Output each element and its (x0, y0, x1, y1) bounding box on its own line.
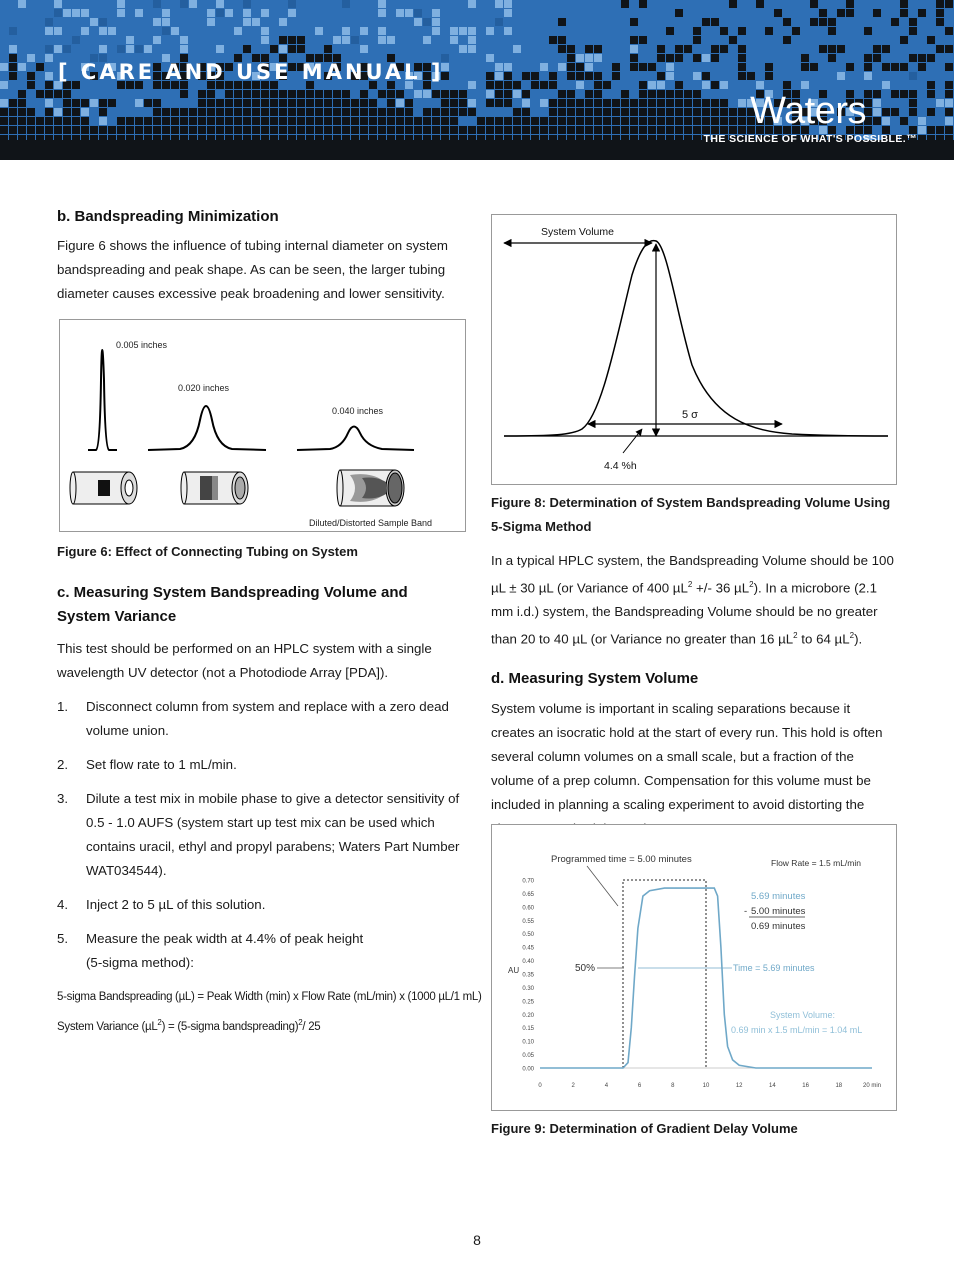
step-item (57, 695, 465, 743)
x-tick-label: 14 (769, 1083, 776, 1089)
step-number: 5. (57, 931, 69, 946)
time-label: Time = 5.69 minutes (733, 963, 815, 973)
x-tick-label: 10 (702, 1083, 710, 1089)
y-tick-label: 0.40 (522, 959, 534, 966)
flow-rate-label: Flow Rate = 1.5 mL/min (771, 858, 861, 868)
figure9-caption: Figure 9: Determination of Gradient Delay Volume (491, 1121, 798, 1136)
section-d-body: System volume is important in scaling separations because it creates an isocratic hold at the start of every run. This hold is often several column volumes on a small scale, but a fraction of the volume of a prep column. Compensation for this volume must be included in planning a scaling experiment to avoid distorting the (491, 700, 883, 812)
programmed-pointer (587, 866, 618, 906)
step-text: Set flow rate to 1 mL/min. (86, 757, 237, 772)
label-040: 0.040 inches (332, 406, 384, 416)
x-tick-label: 12 (735, 1083, 743, 1089)
figure6 (59, 319, 466, 532)
y-tick-label: 0.50 (522, 932, 534, 939)
figure9 (491, 824, 897, 1111)
calc-line1: 5.69 minutes (751, 891, 806, 902)
five-sigma-label: 5 σ (682, 409, 698, 421)
y-tick-label: 0.10 (522, 1039, 534, 1046)
tube-large (337, 470, 404, 506)
figure8-drawing (492, 215, 896, 484)
step-number: 3. (57, 791, 69, 806)
section-c-intro: This test should be performed on an HPLC system with a single wavelength UV detector (not a Photodiode Array [PDA]). (57, 641, 432, 680)
band-label: Diluted/Distorted Sample Band (309, 518, 433, 528)
section-b-heading: b. Bandspreading Minimization (57, 208, 279, 225)
medium-peak (148, 406, 266, 450)
para-sup: 2 (793, 631, 798, 641)
figure9-chart (492, 825, 896, 1110)
y-tick-label: 0.35 (522, 972, 534, 979)
pct-height-label: 4.4 %h (604, 460, 637, 472)
chart-ticks (522, 879, 881, 1090)
calc-line2: 5.00 minutes (751, 906, 806, 917)
y-tick-label: 0.20 (522, 1012, 534, 1019)
y-tick-label: 0.15 (522, 1026, 534, 1033)
formula-variance (57, 1010, 465, 1040)
figure6-drawing (60, 320, 465, 531)
broad-peak (297, 427, 414, 451)
formula-sup: 2 (298, 1018, 303, 1027)
para-sup: 2 (749, 580, 754, 589)
formula-sup: 2 (157, 1018, 162, 1027)
y-tick-label: 0.45 (522, 945, 534, 952)
step-text: Dilute a test mix in mobile phase to give a detector sensitivity of 0.5 - 1.0 AUFS (system start up test mix can be used which contains uracil, ethyl and propyl parabens; Waters Part Number WAT034544). (86, 791, 460, 878)
para-text: to 64 µL (797, 631, 850, 647)
x-tick-label: 2 (571, 1083, 575, 1089)
step-item (57, 753, 465, 777)
formula-variance-post: / 25 (302, 1020, 321, 1033)
page-number: 8 (473, 1232, 481, 1248)
x-tick-label: 16 (802, 1083, 809, 1089)
section-d-heading: d. Measuring System Volume (491, 669, 699, 687)
calc-line3: 0.69 minutes (751, 921, 806, 932)
para-text: In a typical HPLC system, the Bandspreading Volume should be 100 µL ± 30 µL (or Variance of 400 µL (491, 553, 894, 596)
step-item (57, 927, 465, 975)
section-b-body: Figure 6 shows the influence of tubing internal diameter on system bandspreading and peak shape. As can be seen, the larger tubing diameter causes excessive peak broadening and lower sensitivity. (57, 238, 448, 301)
step-text: Measure the peak width at 4.4% of peak height (5-sigma method): (86, 931, 364, 970)
label-020: 0.020 inches (178, 383, 230, 393)
sysvol-line1: System Volume: (770, 1010, 836, 1020)
x-tick-label: 18 (835, 1083, 843, 1089)
gaussian-peak (504, 241, 888, 436)
header-banner (0, 0, 954, 160)
section-c (57, 581, 482, 1040)
x-tick-label: 20 min (862, 1083, 882, 1089)
manual-title: [ CARE AND USE MANUAL ] (58, 60, 444, 84)
step-text: Inject 2 to 5 µL of this solution. (86, 897, 266, 912)
step-number: 2. (57, 757, 69, 772)
y-axis-label: AU (508, 966, 520, 975)
step-number: 4. (57, 897, 69, 912)
y-tick-label: 0.05 (522, 1053, 534, 1060)
y-tick-label: 0.70 (522, 878, 534, 885)
pct-pointer (623, 429, 642, 453)
right-column-text (491, 549, 897, 841)
y-tick-label: 0.25 (522, 999, 534, 1006)
calc-minus: - (744, 906, 748, 917)
system-volume-label: System Volume (541, 226, 614, 238)
hplc-paragraph (491, 549, 897, 652)
brand-tagline: THE SCIENCE OF WHAT'S POSSIBLE.™ (703, 133, 917, 145)
formula-bandspreading: 5-sigma Bandspreading (µL) = Peak Width (min) x Flow Rate (mL/min) x (1000 µL/1 mL) (57, 991, 482, 1003)
narrow-peak (88, 350, 117, 450)
label-005: 0.005 inches (116, 340, 168, 350)
tube-small (70, 472, 137, 504)
y-tick-label: 0.00 (522, 1066, 534, 1073)
y-tick-label: 0.65 (522, 891, 534, 898)
step-item (57, 893, 465, 917)
para-text: ). In a microbore (2.1 mm i.d.) system, the Bandspreading Volume should be no greater than 20 to 40 µL (or Variance no greater than 16 µL (491, 580, 878, 647)
figure8 (491, 214, 897, 485)
para-text: +/- 36 µL (692, 580, 750, 596)
formula-variance-mid: ) = (5-sigma bandspreading) (161, 1020, 299, 1033)
formula-variance-text: System Variance (µL (57, 1020, 158, 1033)
x-tick-label: 4 (604, 1083, 609, 1089)
x-tick-label: 6 (637, 1083, 642, 1089)
para-sup: 2 (687, 580, 693, 589)
steps-list (57, 695, 465, 975)
y-tick-label: 0.55 (522, 918, 534, 925)
step-item (57, 787, 465, 883)
tube-medium (181, 472, 248, 504)
programmed-time-label: Programmed time = 5.00 minutes (551, 854, 692, 865)
sysvol-line2: 0.69 min x 1.5 mL/min = 1.04 mL (731, 1025, 863, 1035)
fifty-label: 50% (575, 963, 596, 974)
y-tick-label: 0.60 (522, 905, 534, 912)
step-text: Disconnect column from system and replace with a zero dead volume union. (86, 699, 449, 738)
figure8-caption: Figure 8: Determination of System Bandspreading Volume Using 5-Sigma Method (491, 495, 891, 534)
x-tick-label: 8 (671, 1083, 675, 1089)
y-tick-label: 0.30 (522, 985, 534, 992)
para-text: ). (854, 631, 863, 647)
section-c-heading: c. Measuring System Bandspreading Volume and System Variance (57, 584, 408, 625)
para-sup: 2 (849, 631, 855, 641)
step-number: 1. (57, 699, 69, 714)
x-tick-label: 0 (538, 1083, 542, 1089)
figure6-caption: Figure 6: Effect of Connecting Tubing on System (57, 544, 358, 559)
brand-logo: Waters (750, 90, 866, 132)
left-column (57, 208, 465, 306)
